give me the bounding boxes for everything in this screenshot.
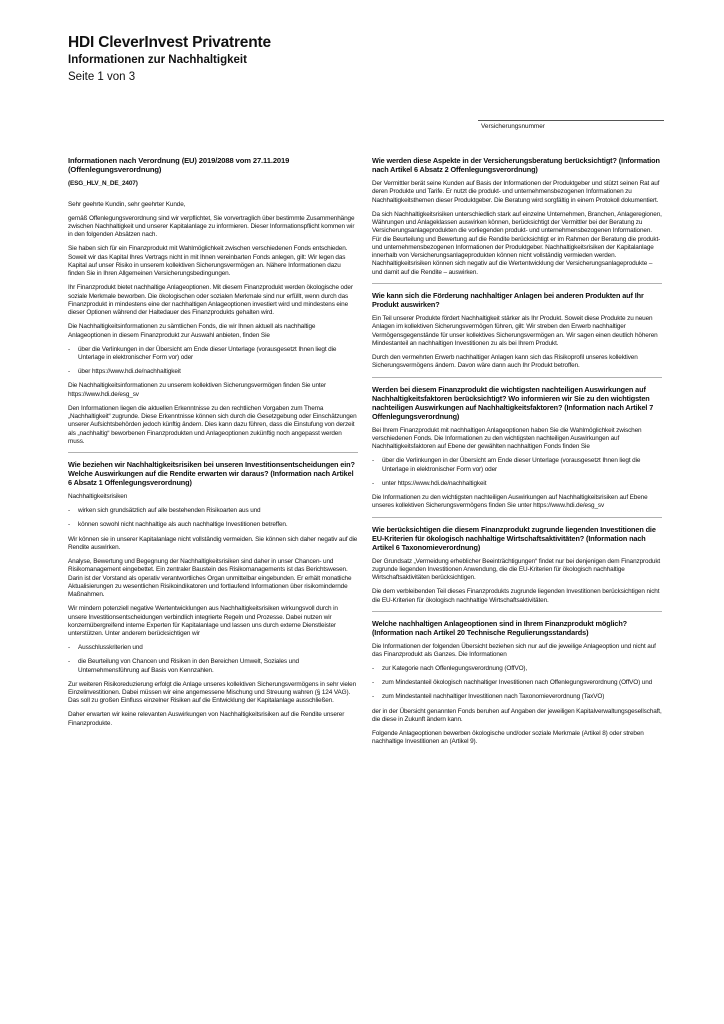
list-item: - wirken sich grundsätzlich auf alle bestehenden Risikoarten aus und	[68, 507, 358, 515]
list-item: - über die Verlinkungen in der Übersicht am Ende dieser Unterlage (vorausgesetzt Ihnen liegt die Unterlage in elektronischer Form vor) oder	[372, 457, 662, 474]
right-column	[372, 156, 662, 752]
list-item: - Ausschlusskriterien und	[68, 644, 358, 652]
paragraph: Die Nachhaltigkeitsinformationen zu unserem kollektiven Sicherungsvermögen finden Sie unter https://www.hdi.de/esg_sv	[68, 382, 326, 398]
paragraph: Da sich Nachhaltigkeitsrisiken unterschiedlich stark auf einzelne Unternehmen, Branchen, Anlageregionen, Währungen und Anlageklassen auswirken können, berücksichtigt der Vermittler bei der Beratung zu Versicherungsanlageprodukten die vorliegenden produkt- und unternehmensbezogenen Informationen. Für die Beurteilung und Bewertung auf die Rendite berücksichtigt er im Rahmen der Beratung die produkt- und unternehmensbezogenen Informationen der Produktgeber. Nachhaltigkeitsrisiken der Kapitalanlage innerhalb von Versicherungsanlageprodukten können nicht vollständig vermieden werden. Nachhaltigkeitsrisiken können sich negativ auf die Wertentwicklung der Versicherungsanlageprodukte – und damit auf die Rendite – auswirken.	[372, 210, 662, 276]
section-heading: Wie werden diese Aspekte in der Versicherungsberatung berücksichtigt? (Information nach Artikel 6 Absatz 2 Offenlegungsverordnung)	[372, 156, 660, 175]
paragraph: Die Nachhaltigkeitsinformationen zu sämtlichen Fonds, die wir Ihnen aktuell als nachhaltige Anlageoptionen in diesem Finanzprodukt zur Auswahl anbieten, finden Sie	[68, 323, 316, 339]
left-column	[68, 156, 358, 734]
list-item: - über https://www.hdi.de/nachhaltigkeit	[68, 368, 358, 376]
bullet-list	[68, 507, 358, 529]
bullet-list	[372, 665, 662, 701]
paragraph: Sie haben sich für ein Finanzprodukt mit Wahlmöglichkeit zwischen verschiedenen Fonds entschieden. Soweit wir das Kapital Ihres Vertrags nicht in mit Ihnen vereinbarten Fonds anlegen, gilt: Wir legen das Kapital auf unser Risiko in unserem kollektiven Sicherungsvermögen an. Nähere Informationen dazu finden Sie in Ihren Allgemeinen Versicherungsbedingungen.	[68, 245, 348, 278]
list-item: - unter https://www.hdi.de/nachhaltigkeit	[372, 480, 662, 488]
paragraph: Ihr Finanzprodukt bietet nachhaltige Anlageoptionen. Mit diesem Finanzprodukt werden ökologische oder soziale Merkmale beworben. Die ökologischen oder sozialen Merkmale sind nur erfüllt, wenn durch das Finanzprodukt in mindestens eine der nachhaltigen Anlageoptionen investiert wird und mindestens eine dieser Optionen während der Haltedauer des Finanzprodukts gehalten wird.	[68, 284, 353, 317]
paragraph: Bei Ihrem Finanzprodukt mit nachhaltigen Anlageoptionen haben Sie die Wahlmöglichkeit zwischen verschiedenen Fonds. Die Informationen zu den wichtigsten nachteiligen Auswirkungen auf Nachhaltigkeitsfaktoren auf Ebene der gewählten nachhaltigen Fonds finden Sie	[372, 426, 642, 451]
document-title: HDI CleverInvest Privatrente	[68, 34, 271, 51]
insurance-number-field	[478, 120, 664, 130]
divider	[68, 452, 358, 453]
list-item: - die Beurteilung von Chancen und Risiken in den Bereichen Umwelt, Soziales und Unternehmensführung auf Basis von Kennzahlen.	[68, 658, 358, 675]
bullet-list	[68, 346, 358, 377]
paragraph: Durch den vermehrten Erwerb nachhaltiger Anlagen kann sich das Risikoprofil unseres kollektiven Sicherungsvermögens ändern. Davon wäre dann auch Ihr Produkt betroffen.	[372, 354, 638, 370]
paragraph: Ein Teil unserer Produkte fördert Nachhaltigkeit stärker als Ihr Produkt. Soweit diese Produkte zu neuen Anlagen im kollektiven Sicherungsvermögen führen, gilt: Wir streben den Erwerb nachhaltiger Vermögensgegenstände für unser kollektives Sicherungsvermögen an. Wir sagen einen deutlich höheren Mindestanteil an nachhaltigen Investitionen zu als bei Ihrem Produkt.	[372, 315, 658, 347]
paragraph: Der Vermittler berät seine Kunden auf Basis der Informationen der Produktgeber und stützt seinen Rat auf deren Produkte und Tarife. Er nutzt die produkt- und unternehmensbezogenen Informationen zu Nachhaltigkeitsthemen dieser Produktgeber. Die Beratung wird sorgfältig in einem Protokoll dokumentiert.	[372, 179, 660, 204]
paragraph: gemäß Offenlegungsverordnung sind wir verpflichtet, Sie vorvertraglich über bestimmte Zusammenhänge zwischen Nachhaltigkeit und unserer Kapitalanlage zu informieren. Dieser Informationspflicht kommen wir in den folgenden Absätzen nach.	[68, 214, 355, 239]
document-header	[68, 34, 271, 84]
list-item: - zum Mindestanteil ökologisch nachhaltiger Investitionen nach Offenlegungsverordnung (OffVO) und	[372, 679, 662, 687]
list-item: - über die Verlinkungen in der Übersicht am Ende dieser Unterlage (vorausgesetzt Ihnen liegt die Unterlage in elektronischer Form vor) oder	[68, 346, 358, 363]
paragraph: Die dem verbleibenden Teil dieses Finanzprodukts zugrunde liegenden Investitionen berücksichtigen nicht die EU-Kriterien für ökologisch nachhaltige Wirtschaftsaktivitäten.	[372, 588, 660, 604]
paragraph: Der Grundsatz „Vermeidung erheblicher Beeinträchtigungen“ findet nur bei denjenigen dem Finanzprodukt zugrunde liegenden Investitionen Anwendung, die die EU-Kriterien für ökologisch nachhaltige Wirtschaftsaktivitäten berücksichtigen.	[372, 557, 661, 582]
divider	[372, 611, 662, 612]
paragraph: Analyse, Bewertung und Begegnung der Nachhaltigkeitsrisiken sind daher in unser Chancen- und Risikomanagement eingebettet. Ein zentraler Baustein des Risikomanagements ist das Berichtswesen. Darin ist der Vorstand als operativ verantwortliches Organ unmittelbar eingebunden. Er erhält monatliche Aktualisierungen zu wesentlichen Risikoindikatoren und fortlaufend Informationen über risikomindernde Maßnahmen.	[68, 557, 352, 599]
divider	[372, 283, 662, 284]
divider	[372, 517, 662, 518]
bullet-list	[68, 644, 358, 675]
paragraph: Daher erwarten wir keine relevanten Auswirkungen von Nachhaltigkeitsrisiken auf die Rendite unserer Finanzprodukte.	[68, 711, 345, 727]
paragraph: Den Informationen liegen die aktuellen Erkenntnisse zu den rechtlichen Vorgaben zum Thema „Nachhaltigkeit“ zugrunde. Diese Erkenntnisse können sich durch die Gesetzgebung oder Einschätzungen unserer Aufsichtsbehörden jedoch künftig ändern. Dies kann dazu führen, dass die Einstufung von derzeit als „nachhaltig“ beworbenen Finanzprodukten und Anlageoptionen zukünftig noch angepasst werden muss.	[68, 404, 357, 445]
paragraph: Wir mindern potenziell negative Wertentwicklungen aus Nachhaltigkeitsrisiken wirkungsvoll durch in unsere Investitionsentscheidungen verbindlich integrierte Regeln und Prozesse. Dabei nutzen wir konzernübergreifend interne Experten für Kapitalanlage und lassen uns durch externe Dienstleister unterstützen. Unter anderem berücksichtigen wir	[68, 605, 338, 638]
paragraph: der in der Übersicht genannten Fonds beruhen auf Angaben der jeweiligen Kapitalverwaltungsgesellschaft, die diese in Zukunft ändern kann.	[372, 707, 662, 723]
paragraph: Nachhaltigkeitsrisiken	[68, 493, 128, 501]
paragraph: Die Informationen der folgenden Übersicht beziehen sich nur auf die jeweilige Anlageoption und nicht auf das Finanzprodukt als Ganzes. Die Informationen	[372, 642, 656, 659]
section-heading: Welche nachhaltigen Anlageoptionen sind in Ihrem Finanzprodukt möglich? (Information nach Artikel 20 Technische Regulierungsstandards)	[372, 618, 627, 637]
paragraph: Die Informationen zu den wichtigsten nachteiligen Auswirkungen auf Nachhaltigkeitsrisiken auf Ebene unseres kollektiven Sicherungsvermögens finden Sie unter https://www.hdi.de/esg_sv	[372, 493, 648, 510]
salutation: Sehr geehrte Kundin, sehr geehrter Kunde,	[68, 200, 186, 208]
list-item: - können sowohl nicht nachhaltige als auch nachhaltige Investitionen betreffen.	[68, 521, 358, 529]
insurance-number-label: Versicherungsnummer	[481, 123, 545, 130]
section-heading: Werden bei diesem Finanzprodukt die wichtigsten nachteiligen Auswirkungen auf Nachhaltigkeitsfaktoren berücksichtigt? Wo informieren wir Sie zu den wichtigsten nachteiligen Auswirkungen auf Nachhaltigkeitsfaktoren? (Information nach Artikel 7 Offenlegungsverordnung)	[372, 384, 654, 421]
document-code: (ESG_HLV_N_DE_2407)	[68, 180, 138, 188]
paragraph: Zur weiteren Risikoreduzierung erfolgt die Anlage unseres kollektiven Sicherungsvermögens in sehr vielen Einzelinvestitionen. Dabei müssen wir eine angemessene Mischung und Streuung wahren (§ 124 VAG). Das soll zu großen Einfluss einzelner Risiken auf die Entwicklung der Kapitalanlage ausschließen.	[68, 680, 357, 705]
section-heading: Wie kann sich die Förderung nachhaltiger Anlagen bei anderen Produkten auf Ihr Produkt auswirken?	[372, 291, 644, 310]
page-number: Seite 1 von 3	[68, 71, 136, 83]
paragraph: Wir können sie in unserer Kapitalanlage nicht vollständig vermeiden. Sie können sich daher negativ auf die Rendite auswirken.	[68, 535, 358, 551]
section-heading: Informationen nach Verordnung (EU) 2019/2088 vom 27.11.2019 (Offenlegungsverordnung)	[68, 156, 290, 175]
document-subtitle: Informationen zur Nachhaltigkeit	[68, 54, 247, 66]
bullet-list	[372, 457, 662, 488]
divider	[372, 377, 662, 378]
list-item: - zum Mindestanteil nachhaltiger Investitionen nach Taxonomieverordnung (TaxVO)	[372, 693, 662, 701]
list-item: - zur Kategorie nach Offenlegungsverordnung (OffVO),	[372, 665, 662, 673]
paragraph: Folgende Anlageoptionen bewerben ökologische und/oder soziale Merkmale (Artikel 8) oder streben nachhaltige Investitionen an (Artikel 9).	[372, 729, 644, 746]
section-heading: Wie berücksichtigen die diesem Finanzprodukt zugrunde liegenden Investitionen die EU-Kriterien für ökologisch nachhaltige Wirtschaftsaktivitäten? (Information nach Artikel 6 Taxonomieverordnung)	[372, 524, 656, 552]
section-heading: Wie beziehen wir Nachhaltigkeitsrisiken bei unseren Investitionsentscheidungen ein? Welche Auswirkungen auf die Rendite erwarten wir daraus? (Information nach Artikel 6 Absatz 1 Offenlegungsverordnung)	[68, 460, 355, 488]
